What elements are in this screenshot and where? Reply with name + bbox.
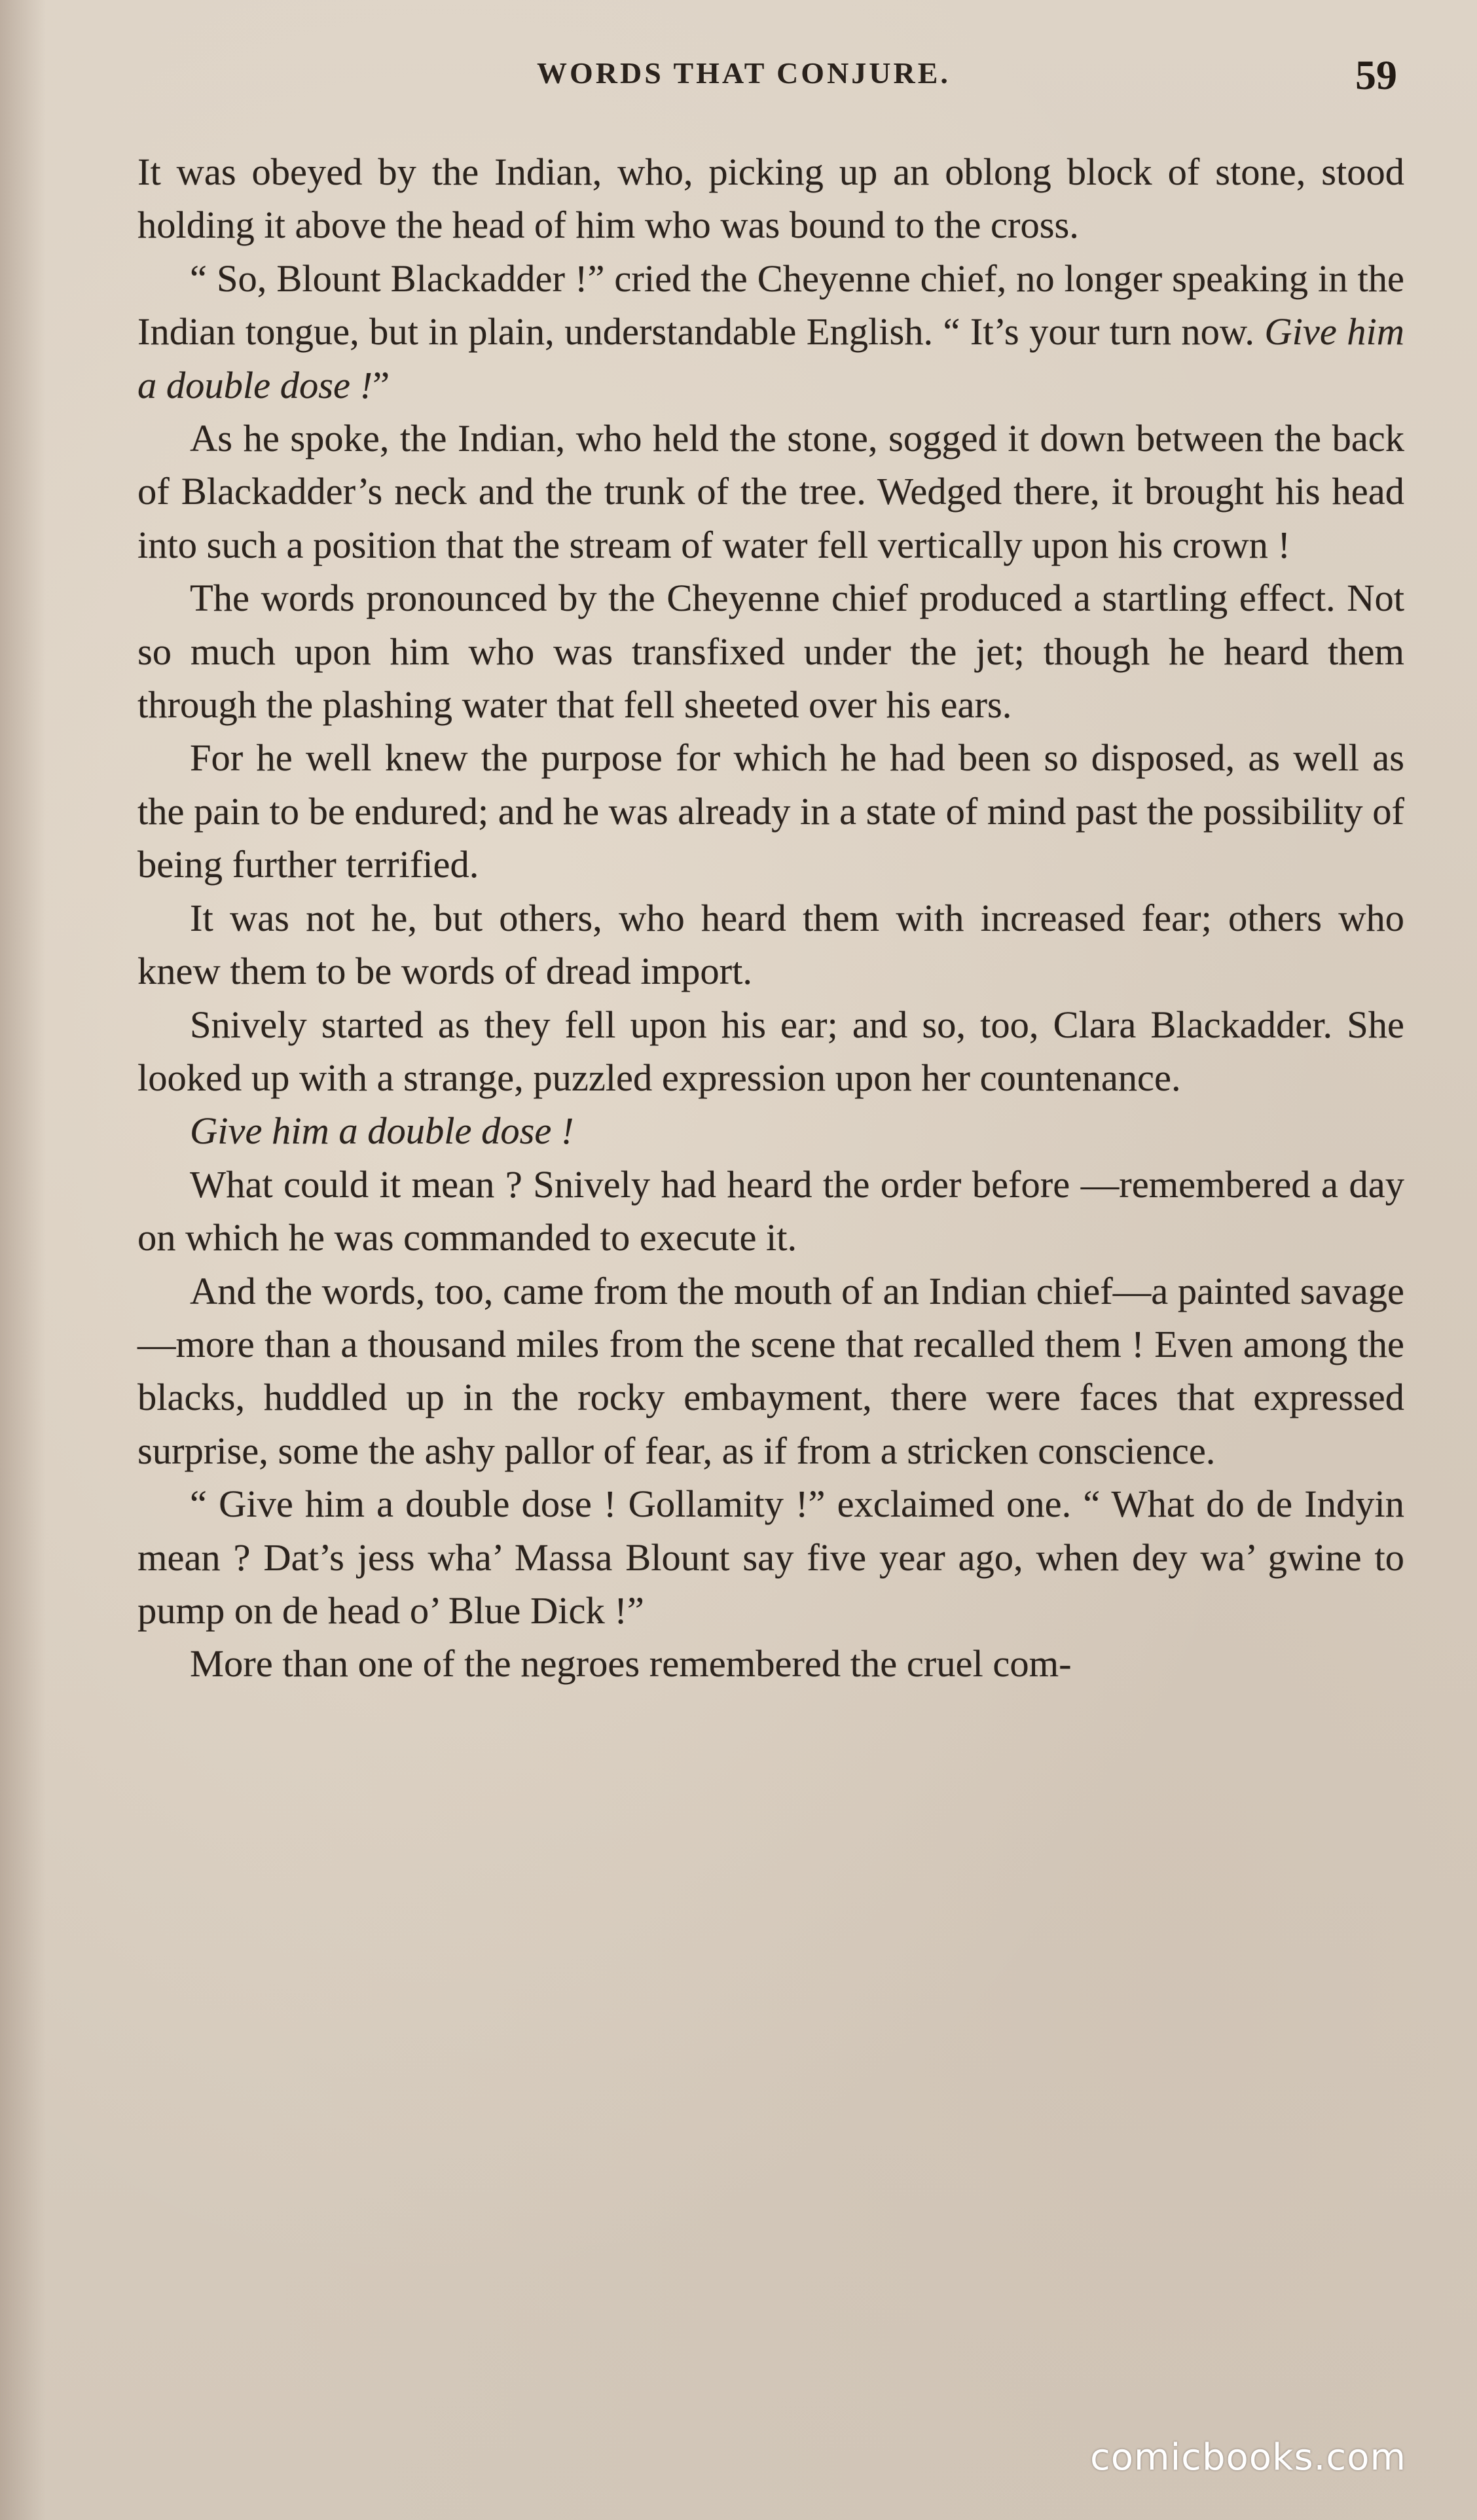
- site-watermark: comicbooks.com: [1090, 2436, 1407, 2479]
- running-head: WORDS THAT CONJURE.: [537, 56, 951, 90]
- paragraph-5: For he well knew the purpose for which he had been so disposed, as well as the pain to be endured; and he was already in a state of mind past the possibility of being further terrified.: [137, 736, 1404, 886]
- paragraph-12: More than one of the negroes remembered the cruel com-: [190, 1642, 1072, 1685]
- page-number: 59: [1355, 52, 1397, 98]
- paragraph-4: The words pronounced by the Cheyenne chief produced a startling effect. Not so much upon him who was transfixed under the jet; though he heard them through the plashing water that fell sheeted over his ears.: [137, 577, 1404, 727]
- paragraph-2: [137, 252, 1404, 412]
- paragraph-11: “ Give him a double dose ! Gollamity !” exclaimed one. “ What do de Indyin mean ? Dat’s jess wha’ Massa Blount say five year ago, when dey wa’ gwine to pump on de head o’ Blue Dick !”: [137, 1483, 1404, 1632]
- paragraph-2-text: “ So, Blount Blackadder !” cried the Cheyenne chief, no longer speaking in the Indian tongue, but in plain, understandable English. “ It’s your turn now.: [137, 257, 1404, 353]
- paragraph-1: It was obeyed by the Indian, who, picking up an oblong block of stone, stood holding it above the head of him who was bound to the cross.: [137, 151, 1404, 247]
- paragraph-9: What could it mean ? Snively had heard the order before —remembered a day on which he was commanded to execute it.: [137, 1162, 1404, 1259]
- body-text: [137, 145, 1404, 1691]
- paragraph-10: And the words, too, came from the mouth of an Indian chief—a painted savage—more than a thousand miles from the scene that recalled them ! Even among the blacks, huddled up in the rocky embayment, there were faces that expressed surprise, some the ashy pallor of fear, as if from a stricken conscience.: [137, 1269, 1404, 1472]
- paragraph-8: [137, 1104, 1404, 1157]
- page-gutter-shadow: [0, 0, 46, 2520]
- paragraph-8-italic: Give him a double dose !: [190, 1109, 574, 1153]
- paragraph-2-italic: Give him a double dose !: [137, 310, 1404, 406]
- paragraph-3: As he spoke, the Indian, who held the stone, sogged it down between the back of Blackadder’s neck and the trunk of the tree. Wedged there, it brought his head into such a position that the stream of water fell vertically upon his crown !: [137, 417, 1404, 566]
- paragraph-7: Snively started as they fell upon his ear; and so, too, Clara Blackadder. She looked up with a strange, puzzled expression upon her countenance.: [137, 1003, 1404, 1099]
- paragraph-2-close-quote: ”: [373, 363, 390, 406]
- paragraph-6: It was not he, but others, who heard them with increased fear; others who knew them to be words of dread import.: [137, 896, 1404, 993]
